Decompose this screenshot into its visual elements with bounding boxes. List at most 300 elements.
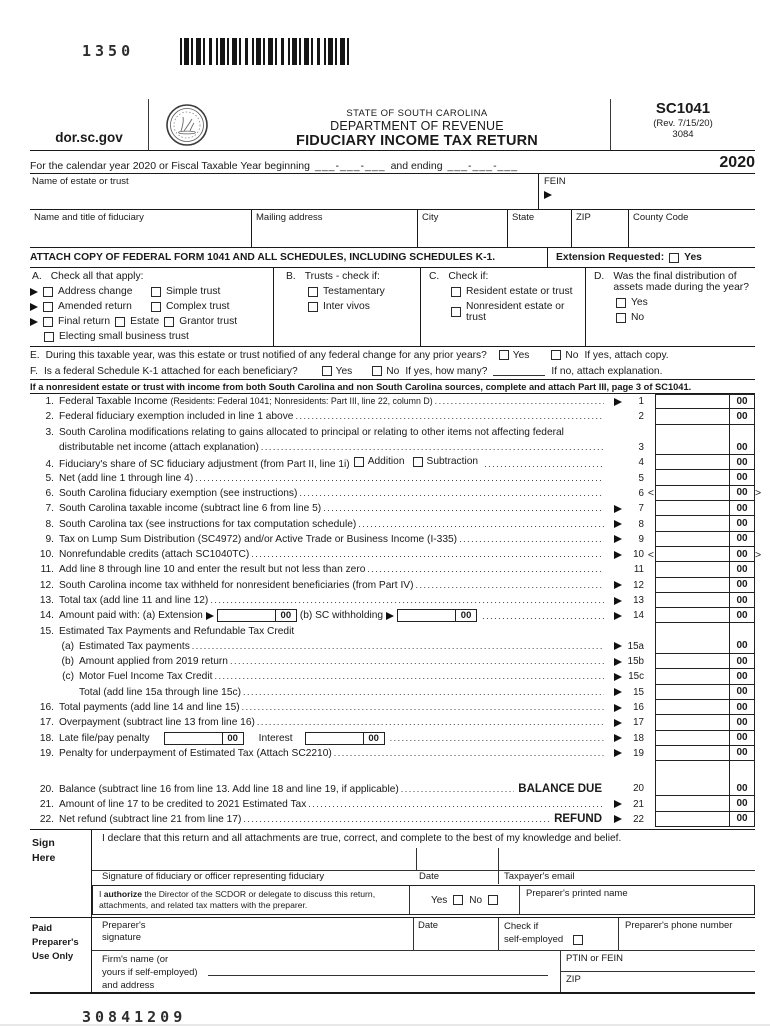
paid-preparer-label: Paid Preparer's Use Only bbox=[30, 918, 92, 992]
preparer-date-field[interactable]: Date bbox=[413, 918, 498, 950]
amended-return-label: Amended return bbox=[58, 301, 132, 312]
header-center bbox=[224, 99, 610, 150]
form-line-15-header bbox=[30, 623, 755, 638]
line-5-amount-input[interactable] bbox=[656, 470, 730, 484]
top-code-row bbox=[82, 36, 755, 66]
form-line-19 bbox=[30, 746, 755, 761]
question-e-text: During this taxable year, was this estate or trust notified of any federal change for any prior years? bbox=[45, 349, 487, 361]
cents-label: 00 bbox=[736, 472, 748, 484]
arrow-icon bbox=[386, 612, 394, 620]
arrow-icon bbox=[614, 612, 622, 620]
period-begin-blank[interactable]: ___-___-___ bbox=[315, 160, 386, 172]
f-no-label: No bbox=[386, 365, 400, 377]
form-line-10 bbox=[30, 547, 762, 562]
form-header bbox=[30, 99, 755, 151]
f-yes-label: Yes bbox=[335, 365, 353, 377]
dot-leader bbox=[261, 442, 604, 452]
zip-field[interactable]: ZIP bbox=[572, 210, 629, 247]
line-21-label: Amount of line 17 to be credited to 2021 Estimated Tax bbox=[59, 798, 307, 810]
dot-leader bbox=[214, 671, 604, 681]
line-17-ref: 17 bbox=[633, 717, 644, 729]
line-10-amount-input[interactable] bbox=[656, 547, 730, 561]
line-3-ref: 3 bbox=[638, 442, 644, 454]
line-15c-label: Motor Fuel Income Tax Credit bbox=[79, 671, 213, 683]
line-14-amount-input[interactable] bbox=[656, 608, 730, 622]
checkbox-addition[interactable] bbox=[354, 457, 364, 467]
line-7-ref: 7 bbox=[638, 503, 644, 515]
checkbox-extension-yes[interactable] bbox=[669, 253, 679, 263]
line-16-amount-input[interactable] bbox=[656, 700, 730, 714]
line-3-amount-input[interactable] bbox=[656, 440, 730, 454]
line-9-amount-input[interactable] bbox=[656, 532, 730, 546]
form-revision: (Rev. 7/15/20) bbox=[653, 118, 713, 129]
extension-amount-box bbox=[217, 609, 297, 622]
line-15c-ref: 15c bbox=[628, 671, 644, 683]
arrow-icon bbox=[614, 749, 622, 757]
question-f-row bbox=[30, 363, 755, 379]
line-6-label: South Carolina fiduciary exemption (see instructions) bbox=[59, 487, 298, 499]
section-b bbox=[273, 268, 420, 346]
line-8-number: 8. bbox=[45, 518, 54, 530]
form-line-9 bbox=[30, 532, 755, 547]
simple-trust-label: Simple trust bbox=[166, 286, 221, 297]
line-13-amount-input[interactable] bbox=[656, 593, 730, 607]
cents-label: 00 bbox=[368, 732, 379, 744]
complex-trust-label: Complex trust bbox=[166, 301, 230, 312]
authorize-no-label: No bbox=[469, 894, 483, 906]
line-20-amount-input[interactable] bbox=[656, 781, 730, 795]
sign-here-label: Sign Here bbox=[30, 830, 92, 917]
fein-field[interactable] bbox=[538, 174, 755, 209]
line-15-amount-input[interactable] bbox=[656, 685, 730, 699]
attach-instruction: ATTACH COPY OF FEDERAL FORM 1041 AND ALL SCHEDULES, INCLUDING SCHEDULES K-1. bbox=[30, 252, 496, 263]
line-11-amount-input[interactable] bbox=[656, 562, 730, 576]
dot-leader bbox=[484, 459, 604, 469]
line-17-number: 17. bbox=[39, 717, 54, 729]
dot-leader bbox=[251, 549, 604, 559]
cents-label: 00 bbox=[736, 563, 748, 575]
dot-leader bbox=[230, 656, 604, 666]
form-id-block bbox=[610, 99, 755, 150]
section-a-letter: A. bbox=[32, 271, 42, 282]
section-d-letter: D. bbox=[594, 271, 605, 282]
preparer-phone-field[interactable]: Preparer's phone number bbox=[618, 918, 755, 950]
checkbox-address-change[interactable] bbox=[43, 287, 53, 297]
e-yes-label: Yes bbox=[512, 349, 530, 361]
dot-leader bbox=[243, 687, 604, 697]
distribution-no-label: No bbox=[631, 312, 645, 323]
department-line: DEPARTMENT OF REVENUE bbox=[330, 119, 504, 133]
line-12-ref: 12 bbox=[633, 579, 644, 591]
question-e-letter: E. bbox=[30, 349, 40, 361]
line-2-number: 2. bbox=[45, 411, 54, 423]
line-14-label: Amount paid with: (a) Extension bbox=[59, 610, 203, 622]
checkbox-estate[interactable] bbox=[115, 317, 125, 327]
form-line-2 bbox=[30, 409, 755, 424]
line-11-number: 11. bbox=[40, 564, 54, 576]
line-5-ref: 5 bbox=[638, 472, 644, 484]
county-code-field[interactable]: County Code bbox=[633, 212, 689, 223]
nonresident-notice: If a nonresident estate or trust with income from both South Carolina and non South Carolina sources, complete and attach Part III, page 3 of SC1041. bbox=[30, 379, 755, 394]
esbt-label: Electing small business trust bbox=[59, 331, 189, 342]
grantor-trust-label: Grantor trust bbox=[179, 316, 238, 327]
form-line-6 bbox=[30, 486, 762, 501]
line-15b-label: Amount applied from 2019 return bbox=[79, 656, 228, 668]
f-how-many-blank[interactable] bbox=[493, 366, 545, 376]
firm-row bbox=[92, 950, 755, 992]
line-15a-number: (a) bbox=[61, 640, 74, 652]
preparer-zip-field[interactable]: ZIP bbox=[566, 974, 581, 986]
ptin-fein-field[interactable]: PTIN or FEIN bbox=[561, 951, 755, 972]
dot-leader bbox=[323, 503, 604, 513]
line-17-amount-input[interactable] bbox=[656, 715, 730, 729]
mailing-address-field[interactable]: Mailing address bbox=[252, 210, 418, 247]
line-4-amount-input[interactable] bbox=[656, 455, 730, 469]
resident-label: Resident estate or trust bbox=[466, 286, 573, 297]
line-7-label: South Carolina taxable income (subtract line 6 from line 5) bbox=[59, 503, 322, 515]
interest-amount-box bbox=[305, 732, 385, 745]
line-14-number: 14. bbox=[39, 610, 54, 622]
tax-period-row bbox=[30, 151, 755, 174]
inter-vivos-label: Inter vivos bbox=[323, 301, 370, 312]
form-barcode-number: 30841209 bbox=[82, 1008, 187, 1026]
arrow-icon bbox=[30, 303, 38, 311]
form-line-11 bbox=[30, 562, 755, 577]
line-15-total-ref: 15 bbox=[633, 686, 644, 698]
line-5-label: Net (add line 1 through line 4) bbox=[59, 472, 194, 484]
line-14-label-b: (b) SC withholding bbox=[299, 610, 384, 622]
form-number: SC1041 bbox=[655, 100, 711, 117]
state-field[interactable]: State bbox=[508, 210, 572, 247]
line-6-number: 6. bbox=[45, 487, 54, 499]
form-line-3a bbox=[30, 425, 755, 440]
form-line-22 bbox=[30, 812, 755, 827]
cents-label: 00 bbox=[736, 798, 748, 810]
line-15a-label: Estimated Tax payments bbox=[79, 640, 190, 652]
arrow-icon bbox=[614, 719, 622, 727]
f-how-many: If yes, how many? bbox=[405, 365, 488, 377]
checkbox-distribution-yes[interactable] bbox=[616, 298, 626, 308]
form-line-7 bbox=[30, 501, 755, 516]
line-6-ref: 6 bbox=[638, 487, 644, 499]
checkbox-authorize-yes[interactable] bbox=[453, 895, 463, 905]
checkbox-f-yes[interactable] bbox=[322, 366, 332, 376]
fiduciary-name-field[interactable]: Name and title of fiduciary bbox=[30, 210, 252, 247]
line-8-label: South Carolina tax (see instructions for tax computation schedule) bbox=[59, 518, 357, 530]
line-1-note: (Residents: Federal 1041; Nonresidents: Part III, line 22, column D) bbox=[170, 396, 433, 407]
line-18-number: 18. bbox=[39, 732, 54, 744]
arrow-icon bbox=[614, 658, 622, 666]
dot-leader bbox=[295, 411, 604, 421]
fein-label: FEIN bbox=[544, 176, 566, 187]
line-11-label: Add line 8 through line 10 and enter the result but not less than zero bbox=[59, 564, 366, 576]
cents-label: 00 bbox=[280, 610, 292, 622]
checkbox-grantor-trust[interactable] bbox=[164, 317, 174, 327]
signature-label: Signature of fiduciary or officer representing fiduciary bbox=[102, 871, 325, 883]
interest-amount-input[interactable] bbox=[306, 733, 364, 744]
arrow-icon bbox=[614, 551, 622, 559]
signature-blank-row bbox=[92, 848, 755, 870]
line-19-number: 19. bbox=[39, 747, 54, 759]
line-19-label: Penalty for underpayment of Estimated Tax (Attach SC2210) bbox=[59, 747, 332, 759]
bracket-open: < bbox=[647, 487, 655, 500]
section-a bbox=[30, 268, 273, 346]
line-15-total-label: Total (add line 15a through line 15c) bbox=[79, 686, 241, 698]
preparer-signature-row bbox=[92, 918, 755, 950]
arrow-icon bbox=[614, 535, 622, 543]
line-9-number: 9. bbox=[45, 533, 54, 545]
arrow-icon bbox=[544, 191, 552, 199]
e-suffix: If yes, attach copy. bbox=[584, 349, 669, 361]
line-15b-amount-input[interactable] bbox=[656, 654, 730, 668]
cents-label: 00 bbox=[736, 813, 748, 825]
line-21-number: 21. bbox=[39, 798, 54, 810]
line-13-ref: 13 bbox=[633, 595, 644, 606]
line-21-amount-input[interactable] bbox=[656, 796, 730, 810]
line-12-number: 12. bbox=[39, 579, 54, 591]
withholding-amount-input[interactable] bbox=[398, 610, 456, 621]
form-line-16 bbox=[30, 700, 755, 715]
form-line-8 bbox=[30, 516, 755, 531]
declaration-text: I declare that this return and all attachments are true, correct, and complete to the best of my knowledge and belief. bbox=[102, 833, 622, 845]
preparer-signature-field[interactable]: Preparer's signature bbox=[102, 920, 146, 944]
form-line-15a bbox=[30, 639, 755, 654]
line-22-amount-input[interactable] bbox=[656, 812, 730, 826]
authorize-yes-label: Yes bbox=[430, 894, 448, 906]
authorize-yes-no bbox=[409, 886, 519, 914]
authorize-text: I authorize the Director of the SCDOR or delegate to discuss this return, attachments, and related tax matters with the preparer. bbox=[99, 889, 376, 911]
line-22-label: Net refund (subtract line 21 from line 17) bbox=[59, 814, 242, 826]
line-2-amount-input[interactable] bbox=[656, 409, 730, 423]
cents-label: 00 bbox=[736, 747, 748, 759]
dot-leader bbox=[242, 702, 604, 712]
form-line-4 bbox=[30, 455, 755, 470]
cents-label: 00 bbox=[736, 640, 748, 652]
signature-date-input[interactable] bbox=[416, 848, 498, 870]
cents-label: 00 bbox=[460, 610, 472, 622]
line-10-number: 10. bbox=[39, 549, 54, 561]
arrow-icon bbox=[614, 597, 622, 605]
nonresident-label: Nonresident estate or trust bbox=[466, 301, 565, 323]
checkbox-subtraction[interactable] bbox=[413, 457, 423, 467]
line-18-amount-input[interactable] bbox=[656, 731, 730, 745]
form-id: 3084 bbox=[672, 129, 694, 140]
estate-name-label: Name of estate or trust bbox=[32, 176, 129, 187]
cents-label: 00 bbox=[736, 579, 748, 591]
firm-name-field[interactable]: Firm's name (or yours if self-employed) and address bbox=[92, 951, 560, 992]
dot-leader bbox=[401, 784, 515, 794]
section-c-letter: C. bbox=[429, 271, 440, 282]
seal-icon bbox=[165, 103, 209, 147]
form-line-3b bbox=[30, 440, 755, 455]
arrow-icon bbox=[30, 288, 38, 296]
line-7-number: 7. bbox=[45, 503, 54, 515]
line-12-label: South Carolina income tax withheld for nonresident beneficiaries (from Part IV) bbox=[59, 579, 414, 591]
line-19-ref: 19 bbox=[633, 747, 644, 759]
arrow-icon bbox=[614, 398, 622, 406]
section-c bbox=[420, 268, 585, 346]
section-d-title: Was the final distribution of assets made during the year? bbox=[613, 271, 749, 293]
section-b-title: Trusts - check if: bbox=[304, 271, 380, 282]
final-return-label: Final return bbox=[58, 316, 111, 327]
dot-leader bbox=[358, 519, 604, 529]
line-20-ref: 20 bbox=[633, 783, 644, 795]
cents-label: 00 bbox=[736, 670, 748, 682]
line-4-number: 4. bbox=[45, 458, 54, 470]
line-4-ref: 4 bbox=[638, 457, 644, 469]
line-21-ref: 21 bbox=[633, 798, 644, 810]
form-line-5 bbox=[30, 470, 755, 485]
line-16-number: 16. bbox=[39, 702, 54, 714]
checkbox-testamentary[interactable] bbox=[308, 287, 318, 297]
dot-leader bbox=[367, 564, 604, 574]
line-15b-number: (b) bbox=[61, 656, 74, 668]
dot-leader bbox=[195, 473, 604, 483]
arrow-icon bbox=[614, 581, 622, 589]
section-c-title: Check if: bbox=[448, 271, 489, 282]
city-field[interactable]: City bbox=[418, 210, 508, 247]
form-line-12 bbox=[30, 578, 755, 593]
checkbox-authorize-no[interactable] bbox=[488, 895, 498, 905]
extension-requested bbox=[547, 248, 755, 267]
dot-leader bbox=[257, 717, 604, 727]
checkbox-inter-vivos[interactable] bbox=[308, 302, 318, 312]
line-15b-ref: 15b bbox=[627, 656, 644, 668]
arrow-icon bbox=[614, 642, 622, 650]
line-2-label: Federal fiduciary exemption included in line 1 above bbox=[59, 411, 294, 423]
firm-name-rule bbox=[208, 975, 548, 976]
authorize-box bbox=[92, 885, 755, 915]
cents-label: 00 bbox=[736, 594, 748, 606]
cents-label: 00 bbox=[736, 782, 748, 794]
line-22-ref: 22 bbox=[633, 813, 644, 825]
question-f-letter: F. bbox=[30, 365, 38, 377]
cents-label: 00 bbox=[736, 655, 748, 667]
checkbox-distribution-no[interactable] bbox=[616, 313, 626, 323]
line-20-label: Balance (subtract line 16 from line 13. Add line 18 and line 19, if applicable) bbox=[59, 783, 399, 795]
form-line-20 bbox=[30, 781, 755, 796]
checkbox-final-return[interactable] bbox=[43, 317, 53, 327]
checkbox-sections bbox=[30, 268, 755, 347]
penalty-amount-box bbox=[164, 732, 244, 745]
dot-leader bbox=[415, 580, 604, 590]
checkbox-esbt[interactable] bbox=[44, 332, 54, 342]
refund-label: REFUND bbox=[554, 813, 602, 826]
line-8-amount-input[interactable] bbox=[656, 516, 730, 530]
cents-label: 00 bbox=[736, 396, 748, 408]
line-17-label: Overpayment (subtract line 13 from line 16) bbox=[59, 717, 255, 729]
tax-lines bbox=[30, 394, 762, 827]
section-a-title: Check all that apply: bbox=[50, 271, 144, 282]
fiduciary-signature-input[interactable] bbox=[92, 848, 416, 870]
cents-label: 00 bbox=[227, 732, 238, 744]
line-18-label: Late file/pay penalty bbox=[59, 732, 150, 744]
line-1-amount-input[interactable] bbox=[656, 395, 730, 408]
form-line-15-total bbox=[30, 685, 755, 700]
line-19-amount-input[interactable] bbox=[656, 746, 730, 760]
line-12-amount-input[interactable] bbox=[656, 578, 730, 592]
bracket-close: > bbox=[755, 548, 762, 561]
form-line-18 bbox=[30, 731, 755, 746]
taxpayer-email-input[interactable] bbox=[498, 848, 755, 870]
penalty-amount-input[interactable] bbox=[165, 733, 223, 744]
withholding-amount-box bbox=[397, 609, 477, 622]
line-16-label: Total payments (add line 14 and line 15) bbox=[59, 702, 240, 714]
line-15c-amount-input[interactable] bbox=[656, 669, 730, 683]
cents-label: 00 bbox=[736, 502, 748, 514]
line-15a-ref: 15a bbox=[627, 640, 644, 652]
line-5-number: 5. bbox=[45, 472, 54, 484]
dot-leader bbox=[482, 611, 604, 621]
form-line-13 bbox=[30, 593, 755, 608]
form-line-15c bbox=[30, 669, 755, 684]
line-9-label: Tax on Lump Sum Distribution (SC4972) and/or Active Trade or Business Income (I-335) bbox=[59, 533, 458, 545]
line-1-ref: 1 bbox=[638, 396, 644, 408]
interest-label: Interest bbox=[258, 732, 293, 744]
estate-label: Estate bbox=[130, 316, 160, 327]
extension-amount-input[interactable] bbox=[218, 610, 276, 621]
arrow-icon bbox=[614, 520, 622, 528]
dot-leader bbox=[390, 733, 604, 743]
period-end-blank[interactable]: ___-___-___ bbox=[447, 160, 519, 172]
line-6-amount-input[interactable] bbox=[656, 486, 730, 500]
question-f-text: Is a federal Schedule K-1 attached for each beneficiary? bbox=[43, 365, 298, 377]
line-15a-amount-input[interactable] bbox=[656, 639, 730, 653]
preparer-printed-name-field[interactable]: Preparer's printed name bbox=[519, 886, 754, 914]
checkbox-f-no[interactable] bbox=[372, 366, 382, 376]
line-10-ref: 10 bbox=[633, 549, 644, 561]
fiduciary-row bbox=[30, 210, 755, 248]
dot-leader bbox=[459, 534, 604, 544]
dot-leader bbox=[210, 595, 604, 605]
line-13-label: Total tax (add line 11 and line 12) bbox=[59, 595, 209, 606]
agency-website: dor.sc.gov bbox=[55, 130, 123, 145]
form-line-1 bbox=[30, 394, 755, 409]
checkbox-nonresident[interactable] bbox=[451, 307, 461, 317]
checkbox-amended-return[interactable] bbox=[43, 302, 53, 312]
checkbox-complex-trust[interactable] bbox=[151, 302, 161, 312]
line-1-number: 1. bbox=[45, 396, 54, 408]
dot-leader bbox=[334, 748, 604, 758]
balance-due-label: BALANCE DUE bbox=[518, 782, 602, 795]
checkbox-e-no[interactable] bbox=[551, 350, 561, 360]
form-title: FIDUCIARY INCOME TAX RETURN bbox=[296, 133, 538, 149]
arrow-icon bbox=[614, 734, 622, 742]
estate-name-field[interactable] bbox=[30, 174, 755, 210]
line-15c-number: (c) bbox=[62, 671, 74, 683]
period-prefix: For the calendar year 2020 or Fiscal Taxable Year beginning bbox=[30, 160, 310, 172]
distribution-yes-label: Yes bbox=[631, 297, 648, 308]
f-suffix: If no, attach explanation. bbox=[551, 365, 663, 377]
cents-label: 00 bbox=[736, 456, 748, 468]
checkbox-e-yes[interactable] bbox=[499, 350, 509, 360]
checkbox-simple-trust[interactable] bbox=[151, 287, 161, 297]
line-14-ref: 14 bbox=[633, 610, 644, 622]
line-7-amount-input[interactable] bbox=[656, 501, 730, 515]
checkbox-resident[interactable] bbox=[451, 287, 461, 297]
cents-label: 00 bbox=[736, 441, 748, 453]
dot-leader bbox=[192, 641, 604, 651]
addition-label: Addition bbox=[367, 456, 405, 468]
signature-labels-row bbox=[92, 870, 755, 884]
arrow-icon bbox=[614, 688, 622, 696]
dot-leader bbox=[308, 799, 604, 809]
cents-label: 00 bbox=[736, 716, 748, 728]
line-10-label: Nonrefundable credits (attach SC1040TC) bbox=[59, 549, 250, 561]
form-line-17 bbox=[30, 715, 755, 730]
checkbox-self-employed[interactable] bbox=[573, 935, 583, 945]
date-label: Date bbox=[419, 871, 440, 883]
